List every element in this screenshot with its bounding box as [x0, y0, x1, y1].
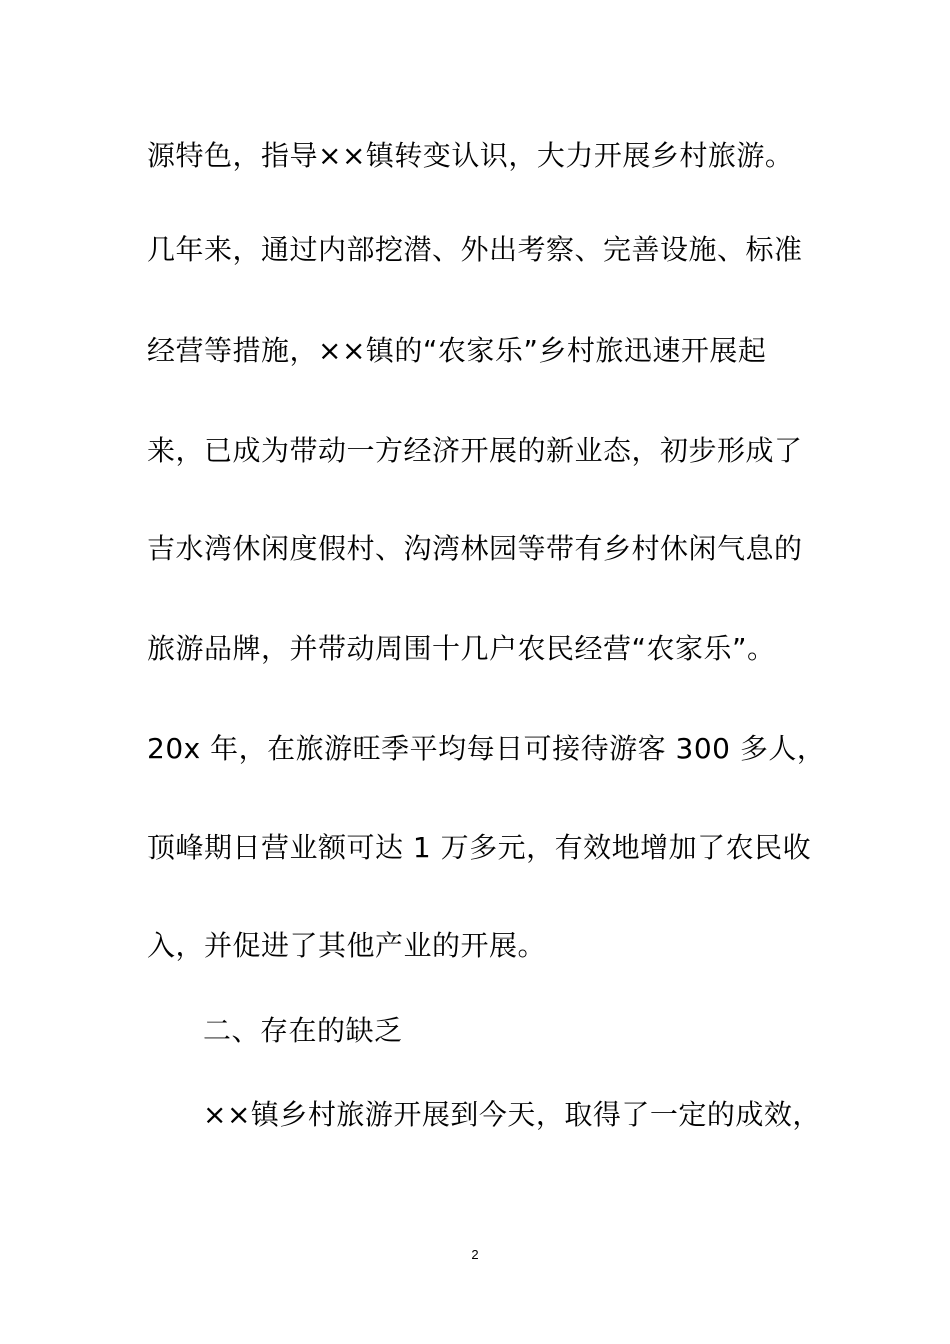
- page-number: 2: [471, 1247, 479, 1262]
- section-heading: 二、存在的缺乏: [203, 1014, 403, 1047]
- body-text-line: 20x 年，在旅游旺季平均每日可接待游客 300 多人，: [147, 732, 826, 765]
- section-paragraph-line: ××镇乡村旅游开展到今天，取得了一定的成效，: [203, 1098, 821, 1131]
- body-text-line: 来，已成为带动一方经济开展的新业态，初步形成了: [147, 434, 803, 467]
- body-text-line: 顶峰期日营业额可达 1 万多元，有效地增加了农民收: [147, 831, 812, 864]
- body-text-line: 几年来，通过内部挖潜、外出考察、完善设施、标准: [147, 233, 803, 266]
- body-text-line: 旅游品牌，并带动周围十几户农民经营“农家乐”。: [147, 632, 776, 665]
- body-text-line: 源特色，指导××镇转变认识，大力开展乡村旅游。: [147, 139, 794, 172]
- body-text-line: 吉水湾休闲度假村、沟湾林园等带有乡村休闲气息的: [147, 532, 803, 565]
- body-text-line: 经营等措施，××镇的“农家乐”乡村旅迅速开展起: [147, 334, 767, 367]
- body-text-line: 入，并促进了其他产业的开展。: [147, 929, 547, 962]
